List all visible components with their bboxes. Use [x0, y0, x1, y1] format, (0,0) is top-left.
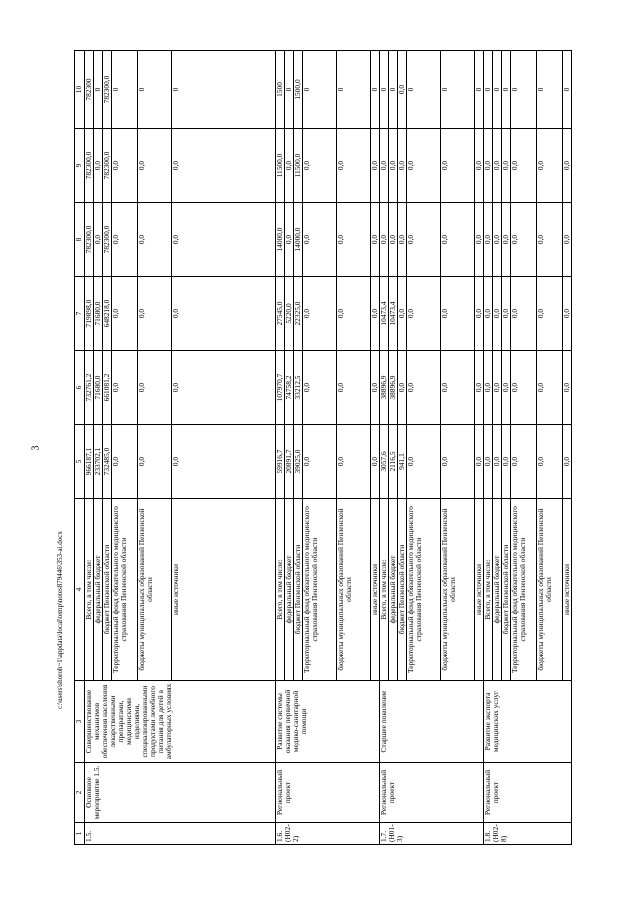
amount-cell: 0,0 [511, 129, 537, 203]
activity-description: Совершенствование механизмов обеспечения населения лекарственными препаратами, медицинскими изделиями, специализированными продуктами лечебного питания для детей в амбулаторных условиях [85, 681, 276, 763]
amount-cell: 0,0 [537, 129, 563, 203]
column-header: 7 [75, 277, 85, 351]
amount-cell: 0 [563, 51, 572, 129]
amount-cell: 0,0 [511, 203, 537, 277]
page-number: 3 [30, 445, 42, 451]
funding-source: бюджеты муниципальных образований Пензенской области [441, 499, 475, 681]
amount-cell: 107970,7 [276, 351, 285, 425]
funding-source: Всего, в том числе: [276, 499, 285, 681]
amount-cell: 0,0 [475, 203, 484, 277]
amount-cell: 38896,9 [380, 351, 389, 425]
amount-cell: 0,0 [337, 351, 371, 425]
table-body [75, 51, 572, 845]
funding-source: федеральный бюджет [94, 499, 103, 681]
amount-cell: 0,0 [441, 277, 475, 351]
amount-cell: 0 [380, 51, 389, 129]
amount-cell: 0 [112, 51, 138, 129]
amount-cell: 0,0 [511, 277, 537, 351]
amount-cell: 0,0 [380, 203, 389, 277]
activity-description: Развитие системы оказания первичной медико-санитарной помощи [276, 681, 380, 763]
funding-source: Всего, в том числе: [484, 499, 493, 681]
amount-cell: 0,0 [475, 351, 484, 425]
amount-cell: 941,1 [398, 425, 407, 499]
amount-cell: 0,0 [389, 203, 398, 277]
column-header: 10 [75, 51, 85, 129]
amount-cell: 0,0 [563, 277, 572, 351]
amount-cell: 0,0 [563, 203, 572, 277]
amount-cell: 33212,5 [294, 351, 303, 425]
funding-source: бюджет Пензенской области [398, 499, 407, 681]
amount-cell: 782300,0 [103, 51, 112, 129]
amount-cell: 233702,1 [94, 425, 103, 499]
amount-cell: 0,0 [337, 425, 371, 499]
amount-cell: 0,0 [94, 203, 103, 277]
financing-table [74, 50, 572, 845]
activity-name: Региональный проект [276, 763, 380, 823]
footer-file-path: c:\users\shoroh~1\appdata\local\temp\notes879446\353-ai.docx [56, 531, 64, 709]
funding-source: Территориальный фонд обязательного медицинского страхования Пензенской области [407, 499, 441, 681]
amount-cell: 0,0 [138, 203, 172, 277]
amount-cell: 14000,0 [294, 203, 303, 277]
activity-name: Региональный проект [484, 763, 572, 823]
amount-cell: 5220,0 [285, 277, 294, 351]
amount-cell: 0,0 [112, 425, 138, 499]
amount-cell: 0,0 [475, 129, 484, 203]
amount-cell: 0,0 [337, 203, 371, 277]
amount-cell: 0,0 [303, 277, 337, 351]
amount-cell: 0,0 [493, 351, 502, 425]
funding-source: бюджеты муниципальных образований Пензенской области [138, 499, 172, 681]
amount-cell: 0 [537, 51, 563, 129]
amount-cell: 71680,0 [94, 351, 103, 425]
amount-cell: 0,0 [380, 129, 389, 203]
funding-source: Территориальный фонд обязательного медицинского страхования Пензенской области [303, 499, 337, 681]
amount-cell: 1500 [276, 51, 285, 129]
amount-cell: 0,0 [172, 425, 276, 499]
amount-cell: 0 [441, 51, 475, 129]
amount-cell: 0,0 [502, 351, 511, 425]
column-header: 5 [75, 425, 85, 499]
column-header: 8 [75, 203, 85, 277]
amount-cell: 27545,0 [276, 277, 285, 351]
activity-description: Старшее поколение [380, 681, 484, 763]
amount-cell: 0,0 [138, 351, 172, 425]
amount-cell: 20891,7 [285, 425, 294, 499]
row-number: 1.5. [85, 823, 276, 845]
funding-source: Всего, в том числе: [380, 499, 389, 681]
amount-cell: 0,0 [407, 203, 441, 277]
amount-cell: 22325,0 [294, 277, 303, 351]
amount-cell: 0 [172, 51, 276, 129]
amount-cell: 0,0 [493, 277, 502, 351]
amount-cell: 0,0 [475, 277, 484, 351]
amount-cell: 0,0 [563, 425, 572, 499]
funding-source: федеральный бюджет [389, 499, 398, 681]
column-header: 9 [75, 129, 85, 203]
amount-cell: 39025,0 [294, 425, 303, 499]
amount-cell: 0,0 [407, 277, 441, 351]
amount-cell: 0,0 [303, 425, 337, 499]
funding-source: иные источники [563, 499, 572, 681]
amount-cell: 0,0 [502, 277, 511, 351]
amount-cell: 0,0 [407, 351, 441, 425]
amount-cell: 0,0 [441, 425, 475, 499]
amount-cell: 10473,4 [389, 277, 398, 351]
amount-cell: 0,0 [371, 129, 380, 203]
funding-source: Территориальный фонд обязательного медицинского страхования Пензенской области [511, 499, 537, 681]
amount-cell: 648218,0 [103, 277, 112, 351]
amount-cell: 0 [371, 51, 380, 129]
amount-cell: 0,0 [563, 129, 572, 203]
amount-cell: 14000,0 [276, 203, 285, 277]
amount-cell: 0,0 [172, 129, 276, 203]
funding-source: федеральный бюджет [493, 499, 502, 681]
amount-cell: 782300,0 [85, 129, 94, 203]
funding-source: иные источники [475, 499, 484, 681]
amount-cell: 0,0 [138, 129, 172, 203]
amount-cell: 0,0 [537, 351, 563, 425]
amount-cell: 0 [285, 51, 294, 129]
amount-cell: 0,0 [484, 277, 493, 351]
funding-source: бюджеты муниципальных образований Пензенской области [537, 499, 563, 681]
amount-cell: 38896,9 [389, 351, 398, 425]
column-header: 1 [75, 823, 85, 845]
amount-cell: 0,0 [441, 203, 475, 277]
amount-cell: 0,0 [398, 277, 407, 351]
amount-cell: 0 [475, 51, 484, 129]
amount-cell: 0,0 [337, 277, 371, 351]
funding-source: Территориальный фонд обязательного медицинского страхования Пензенской области [112, 499, 138, 681]
amount-cell: 0,0 [484, 129, 493, 203]
amount-cell: 0,0 [441, 129, 475, 203]
amount-cell: 782300,0 [103, 203, 112, 277]
amount-cell: 71680,0 [94, 277, 103, 351]
amount-cell: 0,0 [138, 425, 172, 499]
amount-cell: 0,0 [441, 351, 475, 425]
amount-cell: 0,0 [303, 351, 337, 425]
amount-cell: 0,0 [493, 425, 502, 499]
funding-source: иные источники [371, 499, 380, 681]
amount-cell: 0,0 [172, 203, 276, 277]
amount-cell: 0,0 [371, 425, 380, 499]
amount-cell: 0 [493, 51, 502, 129]
amount-cell: 0,0 [371, 351, 380, 425]
amount-cell: 0,0 [484, 351, 493, 425]
column-header: 2 [75, 763, 85, 823]
funding-source: бюджет Пензенской области [294, 499, 303, 681]
column-header: 4 [75, 499, 85, 681]
amount-cell: 0,0 [484, 203, 493, 277]
amount-cell: 0,0 [502, 129, 511, 203]
amount-cell: 0 [138, 51, 172, 129]
amount-cell: 0,0 [407, 425, 441, 499]
rotated-page [74, 51, 571, 845]
amount-cell: 0 [407, 51, 441, 129]
amount-cell: 661081,2 [103, 351, 112, 425]
amount-cell: 0,0 [389, 129, 398, 203]
amount-cell: 0,0 [172, 277, 276, 351]
amount-cell: 0,0 [285, 129, 294, 203]
amount-cell: 0,0 [94, 129, 103, 203]
amount-cell: 59916,7 [276, 425, 285, 499]
amount-cell: 732485,0 [103, 425, 112, 499]
amount-cell: 0 [337, 51, 371, 129]
activity-name: Основное мероприятие 1.5. [85, 763, 276, 823]
amount-cell: 0,0 [303, 129, 337, 203]
amount-cell: 0,0 [398, 51, 407, 129]
amount-cell: 0,0 [511, 425, 537, 499]
funding-source: бюджет Пензенской области [103, 499, 112, 681]
amount-cell: 74758,2 [285, 351, 294, 425]
amount-cell: 0,0 [502, 425, 511, 499]
amount-cell: 782300,0 [85, 203, 94, 277]
row-number: 1.8. (Н02-8) [484, 823, 572, 845]
amount-cell: 732761,2 [85, 351, 94, 425]
amount-cell: 0,0 [398, 129, 407, 203]
amount-cell: 11500,0 [294, 129, 303, 203]
amount-cell: 0,0 [484, 425, 493, 499]
amount-cell: 0,0 [563, 351, 572, 425]
amount-cell: 0,0 [475, 425, 484, 499]
amount-cell: 0,0 [398, 351, 407, 425]
amount-cell: 782300 [85, 51, 94, 129]
amount-cell: 0 [502, 51, 511, 129]
amount-cell: 0 [94, 51, 103, 129]
amount-cell: 0,0 [112, 129, 138, 203]
amount-cell: 0,0 [371, 277, 380, 351]
amount-cell: 0,0 [285, 203, 294, 277]
amount-cell: 0,0 [537, 425, 563, 499]
amount-cell: 0,0 [172, 351, 276, 425]
funding-source: федеральный бюджет [285, 499, 294, 681]
activity-description: Развитие экспорта медицинских услуг [484, 681, 572, 763]
funding-source: Всего, в том числе: [85, 499, 94, 681]
amount-cell: 0,0 [537, 277, 563, 351]
funding-source: бюджеты муниципальных образований Пензенской области [337, 499, 371, 681]
amount-cell: 0,0 [493, 203, 502, 277]
amount-cell: 0,0 [112, 277, 138, 351]
amount-cell: 719898,0 [85, 277, 94, 351]
funding-source: бюджет Пензенской области [502, 499, 511, 681]
row-number: 1.6. (Н02-2) [276, 823, 380, 845]
amount-cell: 0 [511, 51, 537, 129]
amount-cell: 0,0 [502, 203, 511, 277]
amount-cell: 0 [484, 51, 493, 129]
amount-cell: 0,0 [493, 129, 502, 203]
amount-cell: 0,0 [371, 203, 380, 277]
amount-cell: 0,0 [511, 351, 537, 425]
amount-cell: 0,0 [112, 203, 138, 277]
activity-name: Региональный проект [380, 763, 484, 823]
amount-cell: 0,0 [407, 129, 441, 203]
amount-cell: 3057,6 [380, 425, 389, 499]
amount-cell: 0,0 [337, 129, 371, 203]
amount-cell: 0,0 [112, 351, 138, 425]
column-header: 6 [75, 351, 85, 425]
header-row [75, 51, 85, 845]
amount-cell: 0 [389, 51, 398, 129]
row-number: 1.7. (Н01-3) [380, 823, 484, 845]
amount-cell: 0 [303, 51, 337, 129]
amount-cell: 966187,1 [85, 425, 94, 499]
amount-cell: 1500,0 [294, 51, 303, 129]
funding-source: иные источники [172, 499, 276, 681]
amount-cell: 0,0 [398, 203, 407, 277]
amount-cell: 0,0 [138, 277, 172, 351]
amount-cell: 0,0 [537, 203, 563, 277]
amount-cell: 2116,5 [389, 425, 398, 499]
amount-cell: 0,0 [303, 203, 337, 277]
column-header: 3 [75, 681, 85, 763]
amount-cell: 782300,0 [103, 129, 112, 203]
amount-cell: 10473,4 [380, 277, 389, 351]
amount-cell: 11500,0 [276, 129, 285, 203]
